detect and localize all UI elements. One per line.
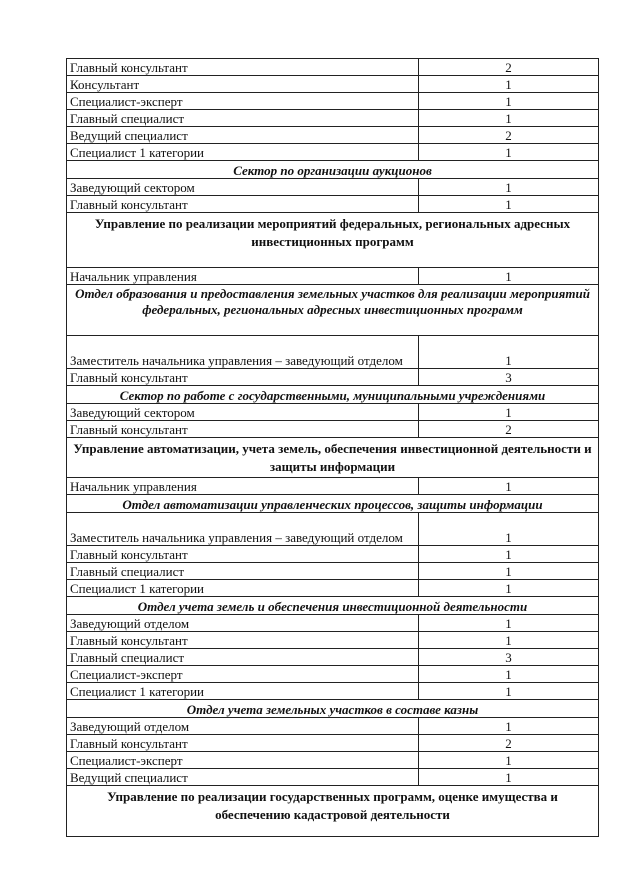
position-count: 2 (419, 735, 599, 752)
section-heading-row (67, 285, 599, 336)
table-row (67, 632, 599, 649)
table-row (67, 752, 599, 769)
table-row (67, 127, 599, 144)
section-title: Отдел учета земель и обеспечения инвестиционной деятельности (67, 597, 599, 615)
position-title: Специалист 1 категории (67, 580, 419, 597)
table-row (67, 144, 599, 161)
table-row (67, 336, 599, 369)
table-row (67, 666, 599, 683)
staffing-table (66, 58, 599, 837)
table-row (67, 513, 599, 546)
position-count: 1 (419, 563, 599, 580)
position-title: Заведующий отделом (67, 615, 419, 632)
position-title: Консультант (67, 76, 419, 93)
table-row (67, 649, 599, 666)
table-row (67, 369, 599, 386)
position-title: Главный консультант (67, 546, 419, 563)
position-title: Ведущий специалист (67, 769, 419, 786)
directorate-title: Управление автоматизации, учета земель, обеспечения инвестиционной деятельности и защиты информации (67, 438, 599, 478)
table-row (67, 196, 599, 213)
table-row (67, 563, 599, 580)
table-row (67, 478, 599, 495)
table-row (67, 76, 599, 93)
position-count: 3 (419, 369, 599, 386)
table-row (67, 580, 599, 597)
position-count: 1 (419, 404, 599, 421)
position-title: Главный специалист (67, 563, 419, 580)
section-title: Сектор по организации аукционов (67, 161, 599, 179)
directorate-title: Управление по реализации государственных программ, оценке имущества и обеспечению кадастровой деятельности (67, 786, 599, 837)
position-count: 1 (419, 769, 599, 786)
position-count: 1 (419, 718, 599, 735)
table-row (67, 735, 599, 752)
position-title: Начальник управления (67, 478, 419, 495)
table-row (67, 546, 599, 563)
position-count: 1 (419, 196, 599, 213)
position-count: 1 (419, 110, 599, 127)
table-row (67, 769, 599, 786)
position-title: Специалист-эксперт (67, 752, 419, 769)
position-count: 1 (419, 478, 599, 495)
position-count: 2 (419, 421, 599, 438)
position-count: 1 (419, 615, 599, 632)
position-count: 1 (419, 76, 599, 93)
position-title: Главный консультант (67, 59, 419, 76)
position-count: 1 (419, 336, 599, 369)
section-heading-row (67, 700, 599, 718)
position-count: 1 (419, 513, 599, 546)
section-title: Отдел учета земельных участков в составе казны (67, 700, 599, 718)
position-title: Заведующий сектором (67, 179, 419, 196)
section-heading-row (67, 161, 599, 179)
position-count: 1 (419, 546, 599, 563)
table-row (67, 683, 599, 700)
table-row (67, 615, 599, 632)
position-title: Главный консультант (67, 369, 419, 386)
directorate-title: Управление по реализации мероприятий федеральных, региональных адресных инвестиционных программ (67, 213, 599, 268)
table-row (67, 110, 599, 127)
position-count: 1 (419, 144, 599, 161)
position-title: Заведующий сектором (67, 404, 419, 421)
position-count: 3 (419, 649, 599, 666)
position-count: 2 (419, 127, 599, 144)
position-count: 1 (419, 632, 599, 649)
section-title: Сектор по работе с государственными, муниципальными учреждениями (67, 386, 599, 404)
position-title: Главный специалист (67, 649, 419, 666)
position-title: Специалист-эксперт (67, 666, 419, 683)
position-title: Начальник управления (67, 268, 419, 285)
table-row (67, 421, 599, 438)
position-title: Заместитель начальника управления – заведующий отделом (67, 513, 419, 546)
directorate-heading-row (67, 438, 599, 478)
position-title: Главный консультант (67, 421, 419, 438)
table-row (67, 93, 599, 110)
section-heading-row (67, 597, 599, 615)
section-title: Отдел образования и предоставления земельных участков для реализации мероприятий федеральных, региональных адресных инвестиционных программ (67, 285, 599, 336)
position-count: 1 (419, 666, 599, 683)
table-row (67, 718, 599, 735)
directorate-heading-row (67, 786, 599, 837)
table-row (67, 404, 599, 421)
position-count: 1 (419, 179, 599, 196)
position-count: 2 (419, 59, 599, 76)
position-title: Главный консультант (67, 735, 419, 752)
position-title: Заместитель начальника управления – заведующий отделом (67, 336, 419, 369)
section-heading-row (67, 495, 599, 513)
section-heading-row (67, 386, 599, 404)
position-title: Главный консультант (67, 632, 419, 649)
position-count: 1 (419, 268, 599, 285)
directorate-heading-row (67, 213, 599, 268)
table-row (67, 59, 599, 76)
table-row (67, 268, 599, 285)
position-title: Заведующий отделом (67, 718, 419, 735)
table-row (67, 179, 599, 196)
position-title: Специалист-эксперт (67, 93, 419, 110)
section-title: Отдел автоматизации управленческих процессов, защиты информации (67, 495, 599, 513)
position-title: Главный консультант (67, 196, 419, 213)
position-count: 1 (419, 580, 599, 597)
position-title: Специалист 1 категории (67, 144, 419, 161)
position-title: Ведущий специалист (67, 127, 419, 144)
position-title: Главный специалист (67, 110, 419, 127)
position-count: 1 (419, 752, 599, 769)
position-count: 1 (419, 683, 599, 700)
position-count: 1 (419, 93, 599, 110)
position-title: Специалист 1 категории (67, 683, 419, 700)
